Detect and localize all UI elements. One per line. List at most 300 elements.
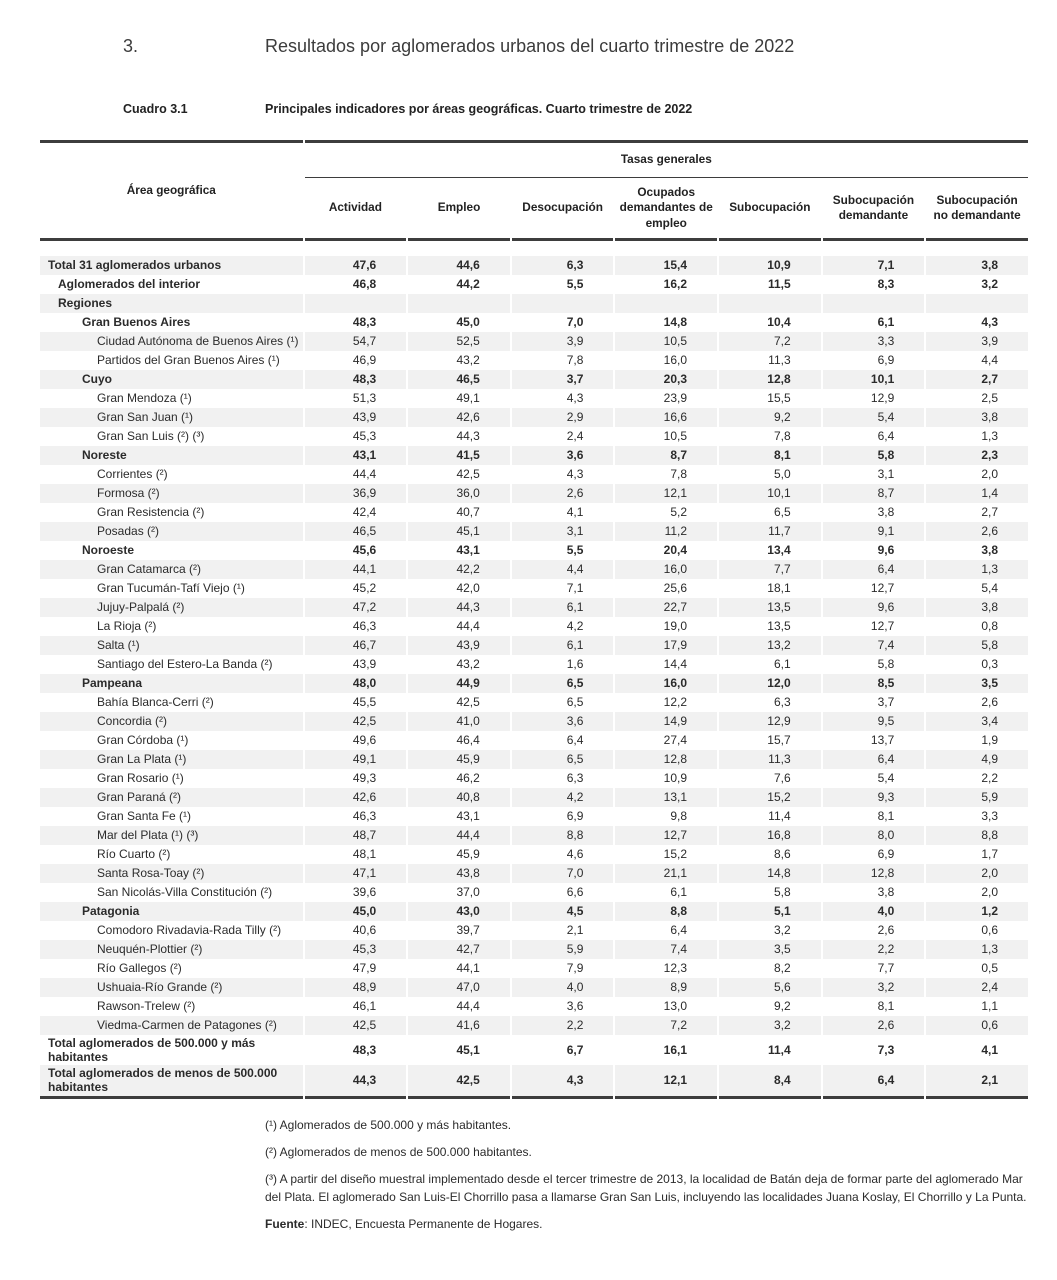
value-cell: 7,2	[719, 332, 821, 351]
value-cell: 7,0	[512, 864, 614, 883]
value-cell: 2,0	[981, 885, 998, 900]
table-row	[40, 351, 1028, 370]
value-cell: 47,6	[305, 256, 407, 275]
value-cell: 1,4	[926, 484, 1028, 503]
row-label-cell: Patagonia	[40, 902, 303, 921]
value-cell: 0,6	[981, 923, 998, 938]
value-cell: 6,9	[877, 353, 895, 368]
value-cell: 41,5	[408, 446, 510, 465]
value-cell: 3,3	[981, 809, 998, 824]
value-cell: 10,1	[719, 484, 821, 503]
row-label-cell: Gran Córdoba (¹)	[97, 733, 189, 748]
value-cell: 12,0	[719, 674, 821, 693]
table-row	[40, 826, 1028, 845]
value-cell: 5,5	[566, 543, 584, 558]
value-cell: 2,0	[926, 864, 1028, 883]
value-cell: 9,6	[877, 543, 895, 558]
value-cell: 10,9	[719, 256, 821, 275]
value-cell: 5,4	[981, 581, 998, 596]
value-cell: 7,4	[615, 940, 717, 959]
value-cell: 6,5	[512, 750, 614, 769]
value-cell: 37,0	[456, 885, 480, 900]
value-cell: 7,8	[566, 353, 584, 368]
value-cell: 6,1	[670, 885, 688, 900]
value-cell: 14,9	[615, 712, 717, 731]
value-cell: 11,2	[615, 522, 717, 541]
value-cell: 42,5	[305, 1016, 407, 1035]
value-cell: 48,1	[352, 847, 377, 862]
value-cell: 6,9	[877, 847, 895, 862]
value-cell: 46,3	[352, 809, 377, 824]
table-row	[40, 674, 1028, 693]
source-label: Fuente	[265, 1216, 305, 1231]
value-cell: 12,1	[615, 1065, 717, 1098]
value-cell: 3,6	[512, 712, 614, 731]
value-cell: 42,5	[408, 1065, 510, 1098]
value-cell: 7,6	[773, 771, 791, 786]
row-label-cell: Formosa (²)	[40, 484, 303, 503]
value-cell: 40,8	[408, 788, 510, 807]
value-cell: 8,9	[615, 978, 717, 997]
value-cell: 43,2	[456, 657, 480, 672]
value-cell	[512, 294, 614, 313]
value-cell: 46,1	[352, 999, 377, 1014]
table-row	[40, 1035, 1028, 1065]
value-cell: 15,2	[719, 788, 821, 807]
indicators-table	[38, 140, 1030, 1099]
value-cell: 13,7	[870, 733, 895, 748]
value-cell: 5,8	[773, 885, 791, 900]
value-cell: 46,7	[305, 636, 407, 655]
row-label-cell: Total 31 aglomerados urbanos	[40, 256, 303, 275]
value-cell: 7,1	[823, 256, 925, 275]
value-cell: 44,4	[456, 619, 480, 634]
table-body	[40, 241, 1028, 1099]
value-cell: 3,8	[926, 408, 1028, 427]
value-cell: 46,3	[352, 619, 377, 634]
value-cell: 16,0	[615, 560, 717, 579]
value-cell: 2,5	[981, 391, 998, 406]
value-cell: 5,6	[719, 978, 821, 997]
value-cell: 2,2	[512, 1016, 614, 1035]
table-row	[40, 256, 1028, 275]
row-label-cell: Concordia (²)	[40, 712, 303, 731]
value-cell: 8,7	[823, 484, 925, 503]
value-cell: 43,0	[408, 902, 510, 921]
value-cell: 5,2	[670, 505, 688, 520]
value-cell: 2,7	[981, 505, 998, 520]
value-cell: 4,4	[981, 353, 998, 368]
table-row	[40, 1065, 1028, 1098]
value-cell: 6,1	[773, 657, 791, 672]
value-cell: 42,0	[456, 581, 480, 596]
row-label-cell: Ciudad Autónoma de Buenos Aires (¹)	[40, 332, 303, 351]
value-cell: 54,7	[305, 332, 407, 351]
value-cell: 46,5	[408, 370, 510, 389]
table-row	[40, 807, 1028, 826]
value-cell: 2,4	[926, 978, 1028, 997]
value-cell: 9,1	[823, 522, 925, 541]
value-cell	[305, 294, 407, 313]
value-cell: 45,2	[352, 581, 377, 596]
row-label-cell: Ushuaia-Río Grande (²)	[40, 978, 303, 997]
value-cell: 2,0	[981, 467, 998, 482]
value-cell: 5,4	[877, 771, 895, 786]
value-cell: 13,1	[615, 788, 717, 807]
value-cell: 45,6	[352, 543, 377, 558]
row-label-cell: Gran Tucumán-Tafí Viejo (¹)	[97, 581, 245, 596]
value-cell: 6,5	[512, 674, 614, 693]
value-cell: 1,2	[926, 902, 1028, 921]
value-cell: 3,6	[566, 999, 584, 1014]
value-cell: 51,3	[352, 391, 377, 406]
value-cell: 22,7	[615, 598, 717, 617]
row-label-cell: Partidos del Gran Buenos Aires (¹)	[97, 353, 280, 368]
table-row	[40, 598, 1028, 617]
column-header-actividad: Actividad	[305, 178, 407, 241]
value-cell: 8,1	[719, 446, 821, 465]
row-label-cell: Río Cuarto (²)	[97, 847, 171, 862]
value-cell: 27,4	[663, 733, 688, 748]
table-row	[40, 978, 1028, 997]
value-cell: 12,9	[870, 391, 895, 406]
value-cell: 41,0	[408, 712, 510, 731]
table-row	[40, 902, 1028, 921]
value-cell: 4,2	[512, 788, 614, 807]
value-cell: 2,6	[512, 484, 614, 503]
value-cell: 7,3	[877, 1043, 895, 1058]
row-label-cell: Gran Mendoza (¹)	[97, 391, 192, 406]
column-header-subocupacion: Subocupación	[719, 178, 821, 241]
row-label-cell: Gran Santa Fe (¹)	[97, 809, 192, 824]
value-cell: 3,1	[512, 522, 614, 541]
value-cell: 42,4	[352, 505, 377, 520]
value-cell: 20,4	[663, 543, 688, 558]
row-label-cell: Total aglomerados de 500.000 y más habitantes	[48, 1036, 256, 1065]
table-row	[40, 750, 1028, 769]
table-row	[40, 579, 1028, 598]
value-cell: 12,3	[663, 961, 688, 976]
value-cell: 5,8	[877, 657, 895, 672]
value-cell: 5,9	[926, 788, 1028, 807]
source-line	[265, 1215, 1037, 1233]
value-cell: 46,2	[456, 771, 480, 786]
value-cell: 6,1	[877, 315, 895, 330]
value-cell: 12,9	[719, 712, 821, 731]
value-cell: 42,2	[408, 560, 510, 579]
value-cell: 42,7	[408, 940, 510, 959]
value-cell: 44,3	[408, 598, 510, 617]
page-title: Resultados por aglomerados urbanos del cuarto trimestre de 2022	[265, 36, 795, 56]
value-cell: 12,8	[719, 370, 821, 389]
value-cell: 5,4	[823, 408, 925, 427]
value-cell: 44,4	[408, 826, 510, 845]
value-cell: 3,1	[877, 467, 895, 482]
value-cell: 8,8	[615, 902, 717, 921]
table-row	[40, 503, 1028, 522]
value-cell: 4,3	[512, 1065, 614, 1098]
value-cell: 8,1	[877, 809, 895, 824]
table-row	[40, 1016, 1028, 1035]
value-cell: 2,6	[823, 1016, 925, 1035]
value-cell: 15,4	[615, 256, 717, 275]
value-cell: 12,7	[870, 581, 895, 596]
value-cell: 6,4	[670, 923, 688, 938]
value-cell: 0,5	[981, 961, 998, 976]
value-cell: 11,7	[719, 522, 821, 541]
value-cell: 10,9	[663, 771, 688, 786]
value-cell: 14,4	[663, 657, 688, 672]
value-cell: 40,7	[456, 505, 480, 520]
value-cell: 44,1	[456, 961, 480, 976]
value-cell: 6,6	[566, 885, 584, 900]
table-row	[40, 883, 1028, 902]
value-cell: 3,2	[981, 277, 998, 292]
value-cell: 44,4	[352, 467, 377, 482]
value-cell: 1,1	[981, 999, 998, 1014]
value-cell: 47,9	[352, 961, 377, 976]
value-cell: 10,5	[663, 429, 688, 444]
row-label-cell: Posadas (²)	[40, 522, 303, 541]
row-label-cell: Viedma-Carmen de Patagones (²)	[40, 1016, 303, 1035]
value-cell: 49,1	[305, 750, 407, 769]
value-cell: 43,1	[456, 543, 480, 558]
footnote-1: (¹) Aglomerados de 500.000 y más habitantes.	[265, 1117, 512, 1132]
value-cell: 39,6	[352, 885, 377, 900]
value-cell: 45,0	[456, 315, 480, 330]
value-cell: 3,9	[512, 332, 614, 351]
value-cell: 15,7	[767, 733, 791, 748]
table-row	[40, 845, 1028, 864]
value-cell: 1,3	[981, 429, 998, 444]
value-cell: 17,9	[615, 636, 717, 655]
value-cell: 1,6	[566, 657, 584, 672]
value-cell: 11,5	[767, 277, 791, 292]
value-cell	[823, 294, 925, 313]
row-label-cell: Pampeana	[40, 674, 303, 693]
value-cell: 3,5	[926, 674, 1028, 693]
value-cell: 6,4	[566, 733, 584, 748]
value-cell: 2,6	[926, 522, 1028, 541]
value-cell: 12,8	[823, 864, 925, 883]
row-label-cell: Río Gallegos (²)	[97, 961, 182, 976]
value-cell: 9,5	[823, 712, 925, 731]
value-cell	[408, 294, 510, 313]
row-label-cell: Gran Buenos Aires	[82, 315, 191, 330]
value-cell: 7,7	[877, 961, 895, 976]
row-label-cell: Gran Catamarca (²)	[40, 560, 303, 579]
value-cell: 6,4	[823, 560, 925, 579]
value-cell: 12,2	[663, 695, 688, 710]
table-row	[40, 465, 1028, 484]
value-cell: 19,0	[663, 619, 688, 634]
value-cell: 45,5	[352, 695, 377, 710]
value-cell: 44,9	[408, 674, 510, 693]
value-cell: 7,7	[719, 560, 821, 579]
value-cell: 3,8	[926, 598, 1028, 617]
value-cell: 12,8	[615, 750, 717, 769]
value-cell: 45,1	[408, 522, 510, 541]
value-cell: 5,8	[926, 636, 1028, 655]
value-cell: 3,8	[877, 505, 895, 520]
table-row	[40, 959, 1028, 978]
value-cell: 16,6	[615, 408, 717, 427]
value-cell	[719, 294, 821, 313]
table-row	[40, 313, 1028, 332]
value-cell: 46,8	[352, 277, 377, 292]
value-cell: 44,1	[305, 560, 407, 579]
value-cell: 4,0	[512, 978, 614, 997]
value-cell: 44,2	[456, 277, 480, 292]
value-cell: 4,5	[512, 902, 614, 921]
section-heading	[0, 0, 1057, 57]
row-label-cell: Santa Rosa-Toay (²)	[40, 864, 303, 883]
table-row	[40, 940, 1028, 959]
value-cell: 13,2	[719, 636, 821, 655]
value-cell: 18,1	[767, 581, 791, 596]
value-cell: 4,3	[566, 391, 584, 406]
value-cell: 47,0	[408, 978, 510, 997]
value-cell: 8,7	[615, 446, 717, 465]
value-cell: 15,5	[767, 391, 791, 406]
value-cell: 2,4	[566, 429, 584, 444]
table-row	[40, 332, 1028, 351]
value-cell: 7,1	[566, 581, 584, 596]
value-cell: 6,1	[512, 636, 614, 655]
value-cell: 45,3	[305, 940, 407, 959]
value-cell: 48,9	[305, 978, 407, 997]
value-cell: 48,7	[305, 826, 407, 845]
value-cell: 9,6	[823, 598, 925, 617]
value-cell: 3,9	[926, 332, 1028, 351]
value-cell: 48,3	[352, 315, 377, 330]
value-cell: 13,4	[767, 543, 791, 558]
value-cell: 43,1	[305, 446, 407, 465]
value-cell: 49,1	[456, 391, 480, 406]
value-cell: 3,2	[823, 978, 925, 997]
value-cell: 4,9	[926, 750, 1028, 769]
value-cell: 8,0	[823, 826, 925, 845]
value-cell: 2,1	[566, 923, 584, 938]
value-cell: 16,0	[615, 674, 717, 693]
column-header-ocupados-demandantes: Ocupados demandantes de empleo	[615, 178, 717, 241]
value-cell: 9,2	[773, 999, 791, 1014]
value-cell: 8,6	[773, 847, 791, 862]
row-label-cell: Regiones	[40, 294, 303, 313]
value-cell: 7,2	[615, 1016, 717, 1035]
value-cell: 25,6	[663, 581, 688, 596]
value-cell: 6,7	[566, 1043, 584, 1058]
indicators-table-wrap	[38, 140, 1030, 1099]
column-header-desocupacion: Desocupación	[512, 178, 614, 241]
value-cell: 3,6	[512, 446, 614, 465]
value-cell: 39,7	[456, 923, 480, 938]
table-row	[40, 921, 1028, 940]
row-label-cell: Salta (¹)	[40, 636, 303, 655]
row-label-cell: Gran Rosario (¹)	[97, 771, 184, 786]
value-cell: 12,7	[615, 826, 717, 845]
value-cell	[615, 294, 717, 313]
value-cell: 49,6	[352, 733, 377, 748]
value-cell: 45,9	[456, 847, 480, 862]
table-row	[40, 541, 1028, 560]
value-cell: 44,3	[456, 429, 480, 444]
value-cell: 45,9	[408, 750, 510, 769]
value-cell: 3,2	[773, 923, 791, 938]
value-cell: 36,0	[408, 484, 510, 503]
value-cell: 4,4	[512, 560, 614, 579]
value-cell: 23,9	[663, 391, 688, 406]
value-cell: 5,8	[823, 446, 925, 465]
table-row	[40, 693, 1028, 712]
table-row	[40, 636, 1028, 655]
value-cell: 13,5	[767, 619, 791, 634]
table-row	[40, 294, 1028, 313]
value-cell: 6,4	[877, 429, 895, 444]
value-cell: 2,2	[981, 771, 998, 786]
row-label-cell: Jujuy-Palpalá (²)	[40, 598, 303, 617]
value-cell: 7,4	[823, 636, 925, 655]
table-label: Cuadro 3.1	[123, 102, 188, 116]
row-label-cell: Gran San Luis (²) (³)	[97, 429, 205, 444]
table-row	[40, 408, 1028, 427]
table-header	[40, 140, 1028, 241]
value-cell: 1,9	[981, 733, 998, 748]
table-caption-row	[0, 57, 1057, 116]
value-cell: 1,3	[926, 940, 1028, 959]
row-label-cell: San Nicolás-Villa Constitución (²)	[97, 885, 273, 900]
table-row	[40, 655, 1028, 674]
table-row	[40, 788, 1028, 807]
value-cell: 13,0	[663, 999, 688, 1014]
value-cell: 40,6	[352, 923, 377, 938]
table-row	[40, 389, 1028, 408]
value-cell: 2,3	[926, 446, 1028, 465]
value-cell: 2,2	[823, 940, 925, 959]
value-cell: 3,4	[926, 712, 1028, 731]
value-cell: 16,2	[663, 277, 688, 292]
footnote-3: (³) A partir del diseño muestral implementado desde el tercer trimestre de 2013, la localidad de Batán deja de formar parte del aglomerado Mar del Plata. El aglomerado San Luis-El Chorrillo pasa a llamarse Gran San Luis, incluyendo las localidades Juana Koslay, El Chorrillo y La Punta.	[265, 1171, 1027, 1204]
value-cell: 2,6	[981, 695, 998, 710]
value-cell: 46,5	[305, 522, 407, 541]
value-cell: 2,9	[512, 408, 614, 427]
table-row	[40, 864, 1028, 883]
value-cell: 42,5	[305, 712, 407, 731]
value-cell: 45,1	[456, 1043, 480, 1058]
table-row	[40, 617, 1028, 636]
row-label-cell: Santiago del Estero-La Banda (²)	[97, 657, 273, 672]
value-cell: 2,6	[877, 923, 895, 938]
footnote-2: (²) Aglomerados de menos de 500.000 habitantes.	[265, 1144, 532, 1159]
value-cell: 4,6	[566, 847, 584, 862]
column-header-empleo: Empleo	[408, 178, 510, 241]
value-cell: 8,1	[877, 999, 895, 1014]
row-label-cell: Corrientes (²)	[97, 467, 168, 482]
value-cell: 45,3	[352, 429, 377, 444]
row-label-cell: Aglomerados del interior	[58, 277, 201, 292]
value-cell: 2,7	[926, 370, 1028, 389]
value-cell: 48,0	[305, 674, 407, 693]
value-cell: 36,9	[305, 484, 407, 503]
value-cell: 3,8	[877, 885, 895, 900]
table-row	[40, 370, 1028, 389]
row-label-cell: Cuyo	[40, 370, 303, 389]
value-cell: 43,8	[408, 864, 510, 883]
table-row	[40, 427, 1028, 446]
value-cell: 2,1	[926, 1065, 1028, 1098]
value-cell: 42,6	[408, 408, 510, 427]
value-cell: 42,5	[456, 695, 480, 710]
